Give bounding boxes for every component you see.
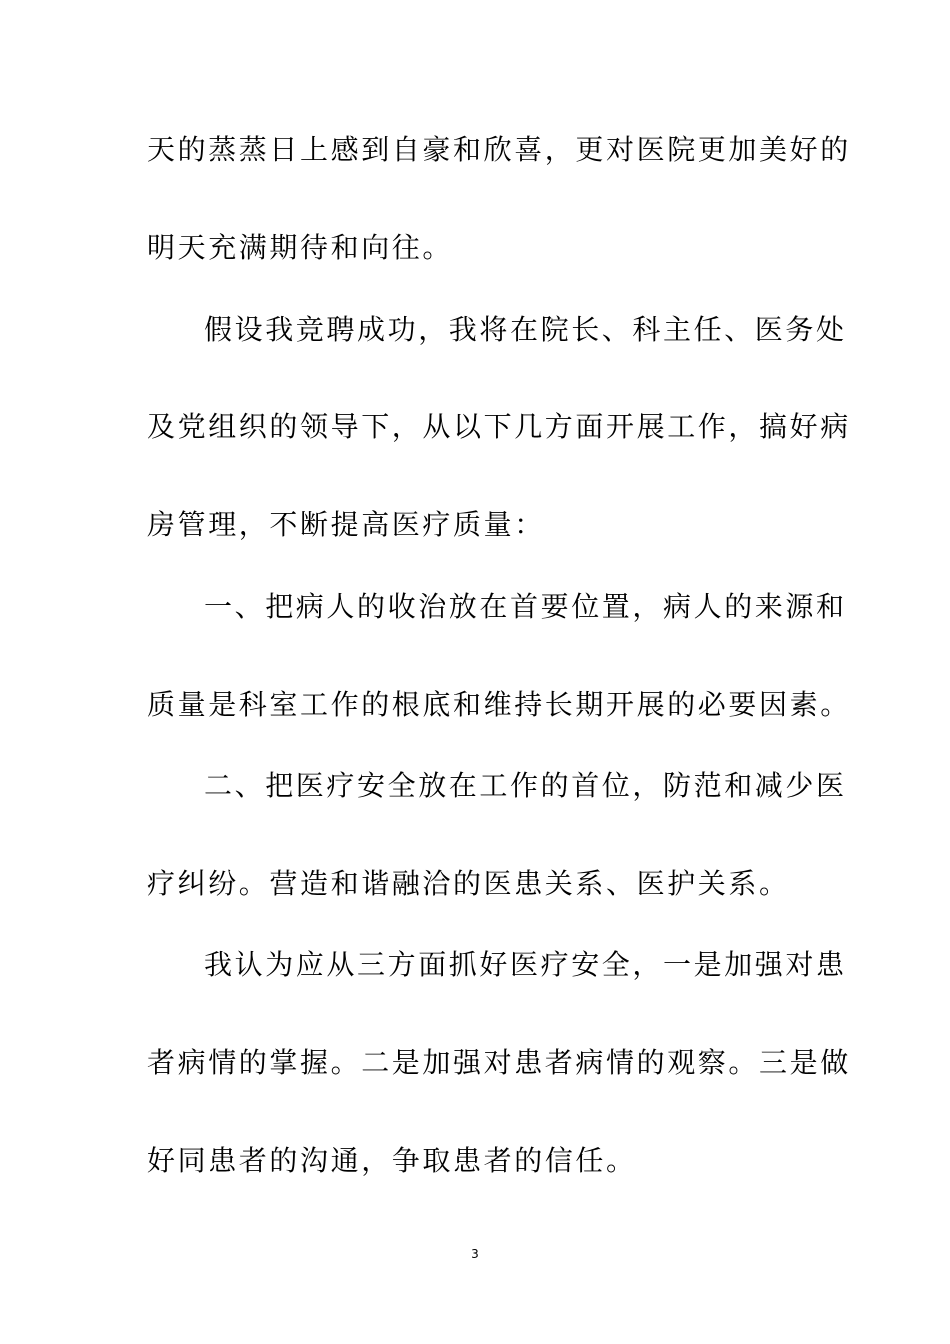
body-text-line: 质量是科室工作的根底和维持长期开展的必要因素。	[147, 688, 851, 721]
body-text-line: 及党组织的领导下，从以下几方面开展工作，搞好病	[147, 410, 851, 443]
body-text-line: 疗纠纷。营造和谐融洽的医患关系、医护关系。	[147, 867, 790, 900]
paragraph-first-line: 我认为应从三方面抓好医疗安全，一是加强对患	[204, 948, 847, 981]
body-text-line: 房管理，不断提高医疗质量：	[147, 508, 545, 541]
paragraph-first-line: 假设我竞聘成功，我将在院长、科主任、医务处	[204, 313, 847, 346]
body-text-line: 天的蒸蒸日上感到自豪和欣喜，更对医院更加美好的	[147, 133, 851, 166]
paragraph-first-line: 一、把病人的收治放在首要位置，病人的来源和	[204, 590, 847, 623]
body-text-line: 明天充满期待和向往。	[147, 231, 454, 264]
body-text-line: 好同患者的沟通，争取患者的信任。	[147, 1144, 637, 1177]
body-text-line: 者病情的掌握。二是加强对患者病情的观察。三是做	[147, 1046, 851, 1079]
page-number: 3	[471, 1247, 479, 1261]
paragraph-first-line: 二、把医疗安全放在工作的首位，防范和减少医	[204, 769, 847, 802]
